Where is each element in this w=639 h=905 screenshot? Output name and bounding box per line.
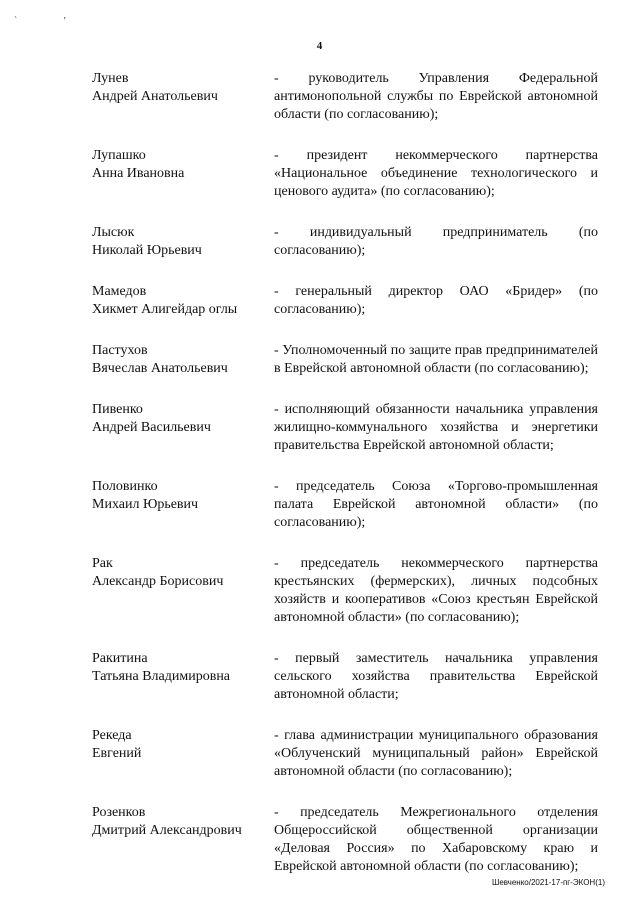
person-name: [92, 224, 274, 260]
position-description: - президент некоммерческого партнерства «Национальное объединение технологического и ценового аудита» (по согласованию);: [274, 148, 598, 199]
position-description: - председатель некоммерческого партнерства крестьянских (фермерских), личных подсобных хозяйств и кооперативов «Союз крестьян Еврейской автономной области» (по согласованию);: [274, 556, 598, 625]
position-description: - Уполномоченный по защите прав предпринимателей в Еврейской автономной области (по согласованию);: [274, 343, 598, 376]
surname: Половинко: [92, 479, 158, 494]
given-names: Анна Ивановна: [92, 166, 185, 181]
list-item: [92, 650, 598, 704]
person-name: [92, 342, 274, 378]
member-list: [92, 70, 598, 899]
position-description: - председатель Межрегионального отделения Общероссийской общественной организации «Деловая Россия» по Хабаровскому краю и Еврейской автономной области (по согласованию);: [274, 805, 598, 874]
given-names: Татьяна Владимировна: [92, 669, 231, 684]
person-name: [92, 401, 274, 437]
person-name: [92, 650, 274, 686]
surname: Лупашко: [92, 148, 146, 163]
surname: Пивенко: [92, 402, 143, 417]
list-item: [92, 70, 598, 124]
page-number: 4: [316, 40, 323, 52]
surname: Рекеда: [92, 728, 132, 743]
list-item: [92, 342, 598, 378]
given-names: Николай Юрьевич: [92, 243, 202, 258]
person-name: [92, 555, 274, 591]
corner-marks: ` ': [14, 16, 88, 27]
position-description: - генеральный директор ОАО «Бридер» (по согласованию);: [274, 284, 598, 317]
given-names: Андрей Васильевич: [92, 420, 211, 435]
position-description: - исполняющий обязанности начальника управления жилищно-коммунального хозяйства и энергетики правительства Еврейской автономной области;: [274, 402, 598, 453]
list-item: [92, 224, 598, 260]
given-names: Вячеслав Анатольевич: [92, 361, 228, 376]
given-names: Михаил Юрьевич: [92, 497, 199, 512]
list-item: [92, 555, 598, 627]
position-description: - руководитель Управления Федеральной антимонопольной службы по Еврейской автономной области (по согласованию);: [274, 71, 598, 122]
surname: Рак: [92, 556, 113, 571]
list-item: [92, 283, 598, 319]
list-item: [92, 401, 598, 455]
list-item: [92, 478, 598, 532]
surname: Лунев: [92, 71, 129, 86]
person-name: [92, 283, 274, 319]
person-name: [92, 147, 274, 183]
surname: Пастухов: [92, 343, 148, 358]
given-names: Александр Борисович: [92, 574, 224, 589]
given-names: Дмитрий Александрович: [92, 823, 242, 838]
given-names: Хикмет Алигейдар оглы: [92, 302, 238, 317]
surname: Розенков: [92, 805, 146, 820]
list-item: [92, 804, 598, 876]
position-description: - председатель Союза «Торгово-промышленная палата Еврейской автономной области» (по согласованию);: [274, 479, 598, 530]
surname: Мамедов: [92, 284, 147, 299]
person-name: [92, 727, 274, 763]
position-description: - индивидуальный предприниматель (по согласованию);: [274, 225, 598, 258]
surname: Ракитина: [92, 651, 148, 666]
person-name: [92, 804, 274, 840]
list-item: [92, 727, 598, 781]
person-name: [92, 478, 274, 514]
document-code: Шевченко/2021-17-пг-ЭКОН(1): [491, 878, 605, 887]
position-description: - первый заместитель начальника управления сельского хозяйства правительства Еврейской автономной области;: [274, 651, 598, 702]
given-names: Евгений: [92, 746, 142, 761]
list-item: [92, 147, 598, 201]
given-names: Андрей Анатольевич: [92, 89, 218, 104]
person-name: [92, 70, 274, 106]
position-description: - глава администрации муниципального образования «Облученский муниципальный район» Еврейской автономной области (по согласованию);: [274, 728, 598, 779]
surname: Лысюк: [92, 225, 135, 240]
